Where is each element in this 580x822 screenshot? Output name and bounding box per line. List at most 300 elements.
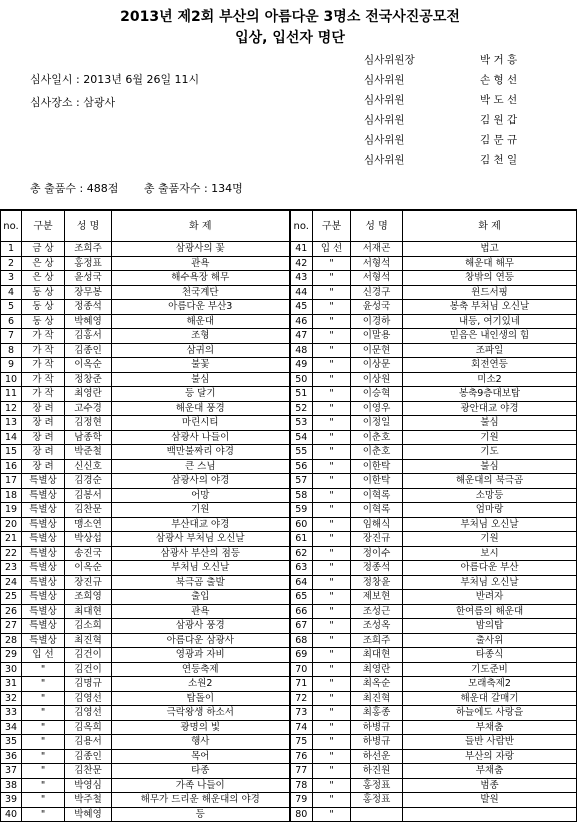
cell-category: " (313, 677, 351, 692)
cell-no: 66 (290, 604, 313, 619)
cell-name: 하진원 (351, 764, 403, 779)
cell-name: 이옥순 (65, 561, 112, 576)
judge-entry (364, 72, 564, 91)
cell-category: 가 작 (22, 329, 65, 344)
cell-title: 내등, 여기있네 (403, 314, 577, 329)
cell-no: 42 (290, 256, 313, 271)
cell-name: 이혁록 (351, 503, 403, 518)
cell-category: " (313, 416, 351, 431)
cell-category: 가 작 (22, 343, 65, 358)
cell-no: 72 (290, 691, 313, 706)
table-row (1, 575, 577, 590)
cell-no: 58 (290, 488, 313, 503)
cell-no: 51 (290, 387, 313, 402)
cell-title: 조형 (112, 329, 290, 344)
cell-name: 고수경 (65, 401, 112, 416)
cell-name: 김홍서 (65, 329, 112, 344)
cell-title: 보시 (403, 546, 577, 561)
cell-category: " (313, 604, 351, 619)
cell-title: 출입 (112, 590, 290, 605)
cell-no: 32 (1, 691, 22, 706)
column-header: 성 명 (351, 210, 403, 242)
cell-name: 최진혁 (65, 633, 112, 648)
cell-category: " (313, 532, 351, 547)
cell-title: 엄마랑 (403, 503, 577, 518)
table-row (1, 764, 577, 779)
cell-no: 17 (1, 474, 22, 489)
cell-no: 75 (290, 735, 313, 750)
cell-title: 봉축9층대보탑 (403, 387, 577, 402)
cell-name: 이혁록 (351, 488, 403, 503)
cell-category: 특별상 (22, 532, 65, 547)
cell-name: 김찬문 (65, 503, 112, 518)
cell-title: 소원2 (112, 677, 290, 692)
cell-name: 박혜영 (65, 314, 112, 329)
cell-title: 기원 (403, 532, 577, 547)
cell-name: 이상문 (351, 358, 403, 373)
cell-title: 영광과 자비 (112, 648, 290, 663)
page-title: 2013년 제2회 부산의 아름다운 3명소 전국사진공모전 (120, 9, 460, 25)
cell-title: 부처님 오신날 (403, 517, 577, 532)
cell-no: 62 (290, 546, 313, 561)
cell-title (403, 807, 577, 822)
cell-no: 30 (1, 662, 22, 677)
cell-category: " (22, 764, 65, 779)
cell-category: " (313, 691, 351, 706)
cell-name: 윤성국 (65, 271, 112, 286)
table-row (1, 285, 577, 300)
cell-title: 해수욕장 해무 (112, 271, 290, 286)
cell-title: 기도준비 (403, 662, 577, 677)
cell-title: 타종 (112, 764, 290, 779)
cell-name: 이옥순 (65, 358, 112, 373)
judge-name: 박 거 흥 (480, 54, 518, 66)
table-row (1, 735, 577, 750)
cell-name: 홍정표 (351, 793, 403, 808)
cell-no: 44 (290, 285, 313, 300)
cell-no: 76 (290, 749, 313, 764)
table-row (1, 619, 577, 634)
cell-no: 13 (1, 416, 22, 431)
cell-title: 광안대교 야경 (403, 401, 577, 416)
cell-title: 부산의 자랑 (403, 749, 577, 764)
cell-category: " (22, 735, 65, 750)
cell-category: 동 상 (22, 285, 65, 300)
cell-no: 54 (290, 430, 313, 445)
cell-title: 믿음은 내인생의 힘 (403, 329, 577, 344)
cell-category: 장 려 (22, 430, 65, 445)
cell-name: 김영선 (65, 706, 112, 721)
table-row (1, 677, 577, 692)
cell-category: 장 려 (22, 401, 65, 416)
cell-no: 63 (290, 561, 313, 576)
cell-category: " (22, 691, 65, 706)
cell-category: " (313, 488, 351, 503)
judge-role: 심사위원 (364, 114, 405, 126)
cell-no: 35 (1, 735, 22, 750)
cell-title: 불심 (112, 372, 290, 387)
table-row (1, 532, 577, 547)
table-row (1, 314, 577, 329)
cell-title: 북극곰 출발 (112, 575, 290, 590)
cell-title: 어망 (112, 488, 290, 503)
cell-name: 정이수 (351, 546, 403, 561)
cell-name: 최옥순 (351, 677, 403, 692)
cell-title: 부처님 오신날 (112, 561, 290, 576)
cell-title: 부채춤 (403, 720, 577, 735)
cell-name: 김건이 (65, 662, 112, 677)
cell-no: 55 (290, 445, 313, 460)
cell-name: 조희주 (65, 242, 112, 257)
cell-no: 21 (1, 532, 22, 547)
cell-name: 장무봉 (65, 285, 112, 300)
cell-title: 아름다운 부산 (403, 561, 577, 576)
cell-no: 11 (1, 387, 22, 402)
table-row (1, 271, 577, 286)
cell-name: 최대현 (351, 648, 403, 663)
cell-no: 23 (1, 561, 22, 576)
judge-name: 김 천 일 (480, 154, 518, 166)
review-place: 심사장소 : 삼광사 (30, 96, 116, 109)
cell-no: 25 (1, 590, 22, 605)
column-header: 구분 (22, 210, 65, 242)
cell-title: 조파일 (403, 343, 577, 358)
cell-no: 47 (290, 329, 313, 344)
cell-category: " (22, 720, 65, 735)
cell-no: 38 (1, 778, 22, 793)
cell-name: 윤성국 (351, 300, 403, 315)
cell-category: " (313, 300, 351, 315)
cell-title: 부채춤 (403, 764, 577, 779)
cell-category: 가 작 (22, 358, 65, 373)
cell-no: 77 (290, 764, 313, 779)
cell-name: 이춘호 (351, 445, 403, 460)
cell-no: 57 (290, 474, 313, 489)
table-row (1, 329, 577, 344)
cell-no: 79 (290, 793, 313, 808)
cell-name: 이정일 (351, 416, 403, 431)
cell-name: 김봉서 (65, 488, 112, 503)
cell-name: 장진규 (65, 575, 112, 590)
judge-role: 심사위원 (364, 74, 405, 86)
cell-category: " (313, 459, 351, 474)
cell-no: 49 (290, 358, 313, 373)
cell-no: 20 (1, 517, 22, 532)
cell-title: 큰 스님 (112, 459, 290, 474)
cell-name: 정종석 (351, 561, 403, 576)
cell-no: 40 (1, 807, 22, 822)
cell-title: 삼귀의 (112, 343, 290, 358)
cell-title: 마린시티 (112, 416, 290, 431)
cell-name: 이말용 (351, 329, 403, 344)
cell-category: " (313, 764, 351, 779)
cell-name: 김소희 (65, 619, 112, 634)
cell-no: 24 (1, 575, 22, 590)
cell-no: 48 (290, 343, 313, 358)
cell-name: 이춘호 (351, 430, 403, 445)
cell-name: 조성근 (351, 604, 403, 619)
cell-no: 7 (1, 329, 22, 344)
cell-title: 탑돌이 (112, 691, 290, 706)
cell-no: 64 (290, 575, 313, 590)
table-row (1, 633, 577, 648)
cell-title: 기원 (112, 503, 290, 518)
cell-category: " (313, 256, 351, 271)
cell-title: 광명의 빛 (112, 720, 290, 735)
judge-name: 박 도 선 (480, 94, 518, 106)
cell-category: " (313, 343, 351, 358)
cell-name: 김경순 (65, 474, 112, 489)
cell-category: 특별상 (22, 488, 65, 503)
cell-title: 법고 (403, 242, 577, 257)
cell-no: 69 (290, 648, 313, 663)
cell-name: 정창윤 (351, 575, 403, 590)
cell-no: 71 (290, 677, 313, 692)
table-row (1, 387, 577, 402)
cell-category: 장 려 (22, 459, 65, 474)
cell-no: 31 (1, 677, 22, 692)
cell-category: " (313, 329, 351, 344)
table-row (1, 300, 577, 315)
cell-category: 특별상 (22, 517, 65, 532)
judge-name: 김 문 규 (480, 134, 518, 146)
cell-no: 10 (1, 372, 22, 387)
cell-category: " (313, 372, 351, 387)
cell-category: " (313, 735, 351, 750)
cell-no: 61 (290, 532, 313, 547)
cell-no: 80 (290, 807, 313, 822)
judge-entry (364, 92, 564, 111)
table-row (1, 256, 577, 271)
cell-title: 해운대의 북극곰 (403, 474, 577, 489)
cell-name: 박주철 (65, 793, 112, 808)
cell-no: 27 (1, 619, 22, 634)
cell-name: 김옥희 (65, 720, 112, 735)
cell-title: 기도 (403, 445, 577, 460)
table-row (1, 793, 577, 808)
judge-entry (364, 132, 564, 151)
cell-no: 4 (1, 285, 22, 300)
cell-category: 특별상 (22, 546, 65, 561)
cell-category: 특별상 (22, 575, 65, 590)
cell-category: " (313, 430, 351, 445)
cell-name: 임해식 (351, 517, 403, 532)
cell-title: 백만불짜리 야경 (112, 445, 290, 460)
cell-no: 52 (290, 401, 313, 416)
cell-category: 특별상 (22, 561, 65, 576)
cell-no: 33 (1, 706, 22, 721)
cell-title: 삼광사 풍경 (112, 619, 290, 634)
stats (30, 180, 265, 196)
cell-title: 윈드서핑 (403, 285, 577, 300)
total-entries: 총 출품수 : 488점 (30, 182, 119, 195)
cell-category: 특별상 (22, 604, 65, 619)
cell-name: 정창준 (65, 372, 112, 387)
cell-name: 이한탁 (351, 474, 403, 489)
cell-title: 소망등 (403, 488, 577, 503)
cell-name: 김종인 (65, 343, 112, 358)
cell-title: 부처님 오신날 (403, 575, 577, 590)
table-row (1, 358, 577, 373)
table-row (1, 604, 577, 619)
cell-no: 6 (1, 314, 22, 329)
cell-category: " (22, 793, 65, 808)
cell-title: 부산대교 야경 (112, 517, 290, 532)
column-header: no. (290, 210, 313, 242)
judge-entry (364, 152, 564, 171)
cell-name: 최영란 (351, 662, 403, 677)
cell-category: 가 작 (22, 372, 65, 387)
cell-title: 삼광사의 꽃 (112, 242, 290, 257)
cell-name: 맹소연 (65, 517, 112, 532)
cell-name: 이경하 (351, 314, 403, 329)
cell-title: 들반 사람반 (403, 735, 577, 750)
cell-name: 신경구 (351, 285, 403, 300)
cell-no: 37 (1, 764, 22, 779)
judge-role: 심사위원 (364, 94, 405, 106)
cell-category: " (313, 807, 351, 822)
cell-no: 18 (1, 488, 22, 503)
judge-name: 손 형 선 (480, 74, 518, 86)
cell-name: 이승혁 (351, 387, 403, 402)
cell-category: 특별상 (22, 590, 65, 605)
table-row (1, 343, 577, 358)
cell-name: 이한탁 (351, 459, 403, 474)
cell-name: 서형석 (351, 256, 403, 271)
table-row (1, 749, 577, 764)
cell-category: " (313, 546, 351, 561)
cell-category: 특별상 (22, 633, 65, 648)
table-row (1, 778, 577, 793)
cell-name: 홍정표 (65, 256, 112, 271)
cell-title: 행사 (112, 735, 290, 750)
cell-no: 74 (290, 720, 313, 735)
cell-name: 박혜영 (65, 807, 112, 822)
cell-name: 김영선 (65, 691, 112, 706)
cell-title: 해운대 풍경 (112, 401, 290, 416)
cell-title: 삼광사의 야경 (112, 474, 290, 489)
cell-no: 8 (1, 343, 22, 358)
cell-no: 34 (1, 720, 22, 735)
table-header-row (1, 210, 577, 242)
cell-name: 하병규 (351, 720, 403, 735)
cell-category: " (313, 474, 351, 489)
cell-category: " (313, 778, 351, 793)
cell-title: 불심 (403, 416, 577, 431)
cell-title: 극락왕생 하소서 (112, 706, 290, 721)
table-row (1, 546, 577, 561)
cell-title: 천국계단 (112, 285, 290, 300)
cell-name: 조성옥 (351, 619, 403, 634)
cell-no: 9 (1, 358, 22, 373)
table-row (1, 720, 577, 735)
cell-no: 60 (290, 517, 313, 532)
cell-category: " (313, 271, 351, 286)
cell-category: " (313, 662, 351, 677)
table-row (1, 242, 577, 257)
table-row (1, 372, 577, 387)
cell-no: 59 (290, 503, 313, 518)
cell-title: 불꽃 (112, 358, 290, 373)
cell-category: " (313, 387, 351, 402)
cell-title: 반려자 (403, 590, 577, 605)
cell-name: 이문현 (351, 343, 403, 358)
cell-name: 송진국 (65, 546, 112, 561)
cell-name: 최홍종 (351, 706, 403, 721)
table-row (1, 503, 577, 518)
cell-name: 박영심 (65, 778, 112, 793)
cell-category: 은 상 (22, 256, 65, 271)
cell-no: 67 (290, 619, 313, 634)
cell-name: 서형석 (351, 271, 403, 286)
cell-category: " (313, 561, 351, 576)
table-row (1, 416, 577, 431)
table-row (1, 430, 577, 445)
cell-category: 입 선 (22, 648, 65, 663)
cell-name: 신신호 (65, 459, 112, 474)
cell-category: " (313, 749, 351, 764)
cell-category: " (313, 517, 351, 532)
cell-name: 정종석 (65, 300, 112, 315)
cell-name: 박준철 (65, 445, 112, 460)
cell-name: 이영우 (351, 401, 403, 416)
page-subtitle: 입상, 입선자 명단 (235, 30, 345, 46)
cell-name: 서재곤 (351, 242, 403, 257)
cell-category: " (313, 358, 351, 373)
cell-category: 금 상 (22, 242, 65, 257)
cell-category: 특별상 (22, 474, 65, 489)
table-row (1, 517, 577, 532)
cell-category: " (313, 619, 351, 634)
cell-no: 46 (290, 314, 313, 329)
cell-category: 입 선 (313, 242, 351, 257)
cell-title: 삼광사 부처님 오신날 (112, 532, 290, 547)
cell-title: 회전연등 (403, 358, 577, 373)
cell-category: " (22, 677, 65, 692)
column-header: 화 제 (112, 210, 290, 242)
cell-title: 미소2 (403, 372, 577, 387)
cell-name: 조희영 (65, 590, 112, 605)
cell-title: 해무가 드리운 해운대의 야경 (112, 793, 290, 808)
cell-category: " (22, 807, 65, 822)
cell-title: 불심 (403, 459, 577, 474)
table-row (1, 445, 577, 460)
cell-title: 해운대 해무 (403, 256, 577, 271)
cell-title: 출사위 (403, 633, 577, 648)
cell-title: 모래축제2 (403, 677, 577, 692)
cell-name: 장진규 (351, 532, 403, 547)
cell-category: 동 상 (22, 314, 65, 329)
cell-title: 기원 (403, 430, 577, 445)
cell-name: 김정현 (65, 416, 112, 431)
cell-no: 19 (1, 503, 22, 518)
cell-title: 해운대 (112, 314, 290, 329)
judge-role: 심사위원 (364, 134, 405, 146)
cell-name: 남종학 (65, 430, 112, 445)
cell-category: " (313, 445, 351, 460)
cell-no: 50 (290, 372, 313, 387)
cell-no: 41 (290, 242, 313, 257)
cell-name: 조희주 (351, 633, 403, 648)
cell-title: 등 (112, 807, 290, 822)
cell-category: 특별상 (22, 503, 65, 518)
cell-no: 26 (1, 604, 22, 619)
cell-title: 관욕 (112, 604, 290, 619)
cell-title: 창밖의 연등 (403, 271, 577, 286)
results-table (0, 209, 577, 822)
cell-category: " (313, 575, 351, 590)
cell-category: 장 려 (22, 416, 65, 431)
